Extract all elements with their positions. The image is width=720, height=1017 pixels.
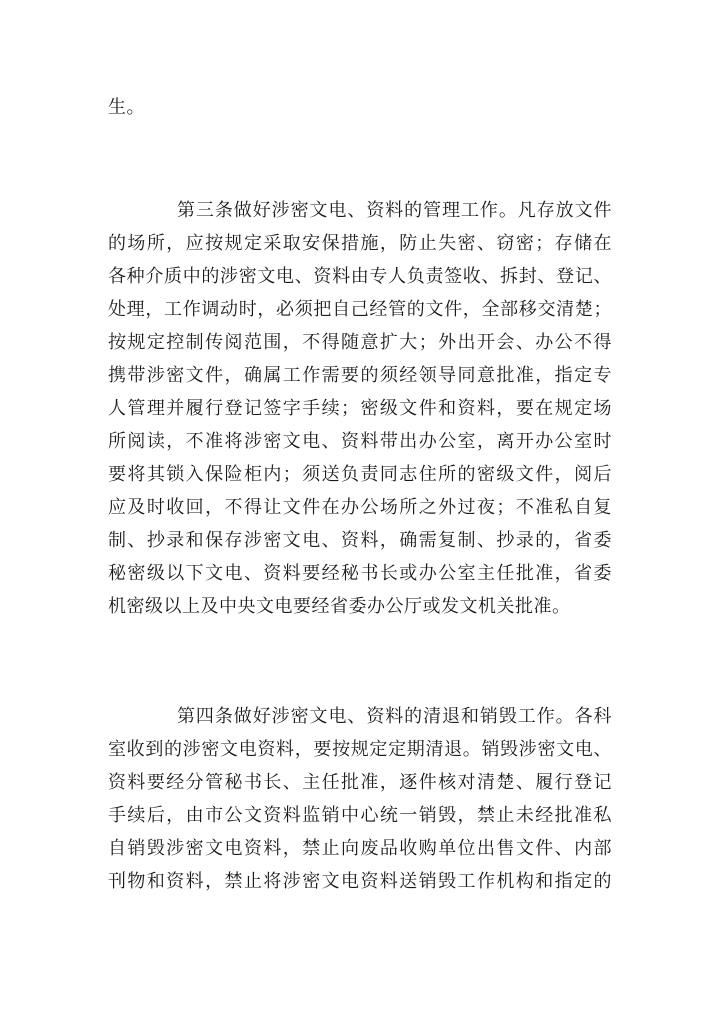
paragraph-line: 应及时收回，不得让文件在办公场所之外过夜；不准私自复 — [108, 497, 612, 518]
article-3-paragraph — [108, 194, 612, 623]
paragraph-line: 第四条做好涉密文电、资料的清退和销毁工作。各科 — [177, 706, 612, 727]
paragraph-line: 按规定控制传阅范围，不得随意扩大；外出开会、办公不得 — [108, 332, 612, 353]
paragraph-line: 机密级以上及中央文电要经省委办公厅或发文机关批准。 — [108, 596, 571, 617]
paragraph-line: 生。 — [108, 97, 145, 118]
paragraph-line: 制、抄录和保存涉密文电、资料，确需复制、抄录的，省委 — [108, 530, 612, 551]
paragraph-continuation — [108, 91, 612, 124]
paragraph-line: 手续后，由市公文资料监销中心统一销毁，禁止未经批准私 — [108, 805, 612, 826]
paragraph-line: 携带涉密文件，确属工作需要的须经领导同意批准，指定专 — [108, 365, 612, 386]
paragraph-line: 秘密级以下文电、资料要经秘书长或办公室主任批准，省委 — [108, 563, 612, 584]
paragraph-line: 所阅读，不准将涉密文电、资料带出办公室，离开办公室时 — [108, 431, 612, 452]
paragraph-line: 各种介质中的涉密文电、资料由专人负责签收、拆封、登记、 — [108, 266, 612, 287]
paragraph-line: 人管理并履行登记签字手续；密级文件和资料，要在规定场 — [108, 398, 612, 419]
paragraph-line: 要将其锁入保险柜内；须送负责同志住所的密级文件，阅后 — [108, 464, 612, 485]
article-4-paragraph — [108, 700, 612, 898]
paragraph-line: 第三条做好涉密文电、资料的管理工作。凡存放文件 — [177, 200, 612, 221]
paragraph-line: 室收到的涉密文电资料，要按规定定期清退。销毁涉密文电、 — [108, 739, 612, 760]
paragraph-line: 的场所，应按规定采取安保措施，防止失密、窃密；存储在 — [108, 233, 612, 254]
paragraph-line: 自销毁涉密文电资料，禁止向废品收购单位出售文件、内部 — [108, 838, 612, 859]
paragraph-line: 处理，工作调动时，必须把自己经管的文件，全部移交清楚； — [108, 299, 612, 320]
paragraph-line: 资料要经分管秘书长、主任批准，逐件核对清楚、履行登记 — [108, 772, 612, 793]
paragraph-line: 刊物和资料，禁止将涉密文电资料送销毁工作机构和指定的 — [108, 871, 612, 892]
